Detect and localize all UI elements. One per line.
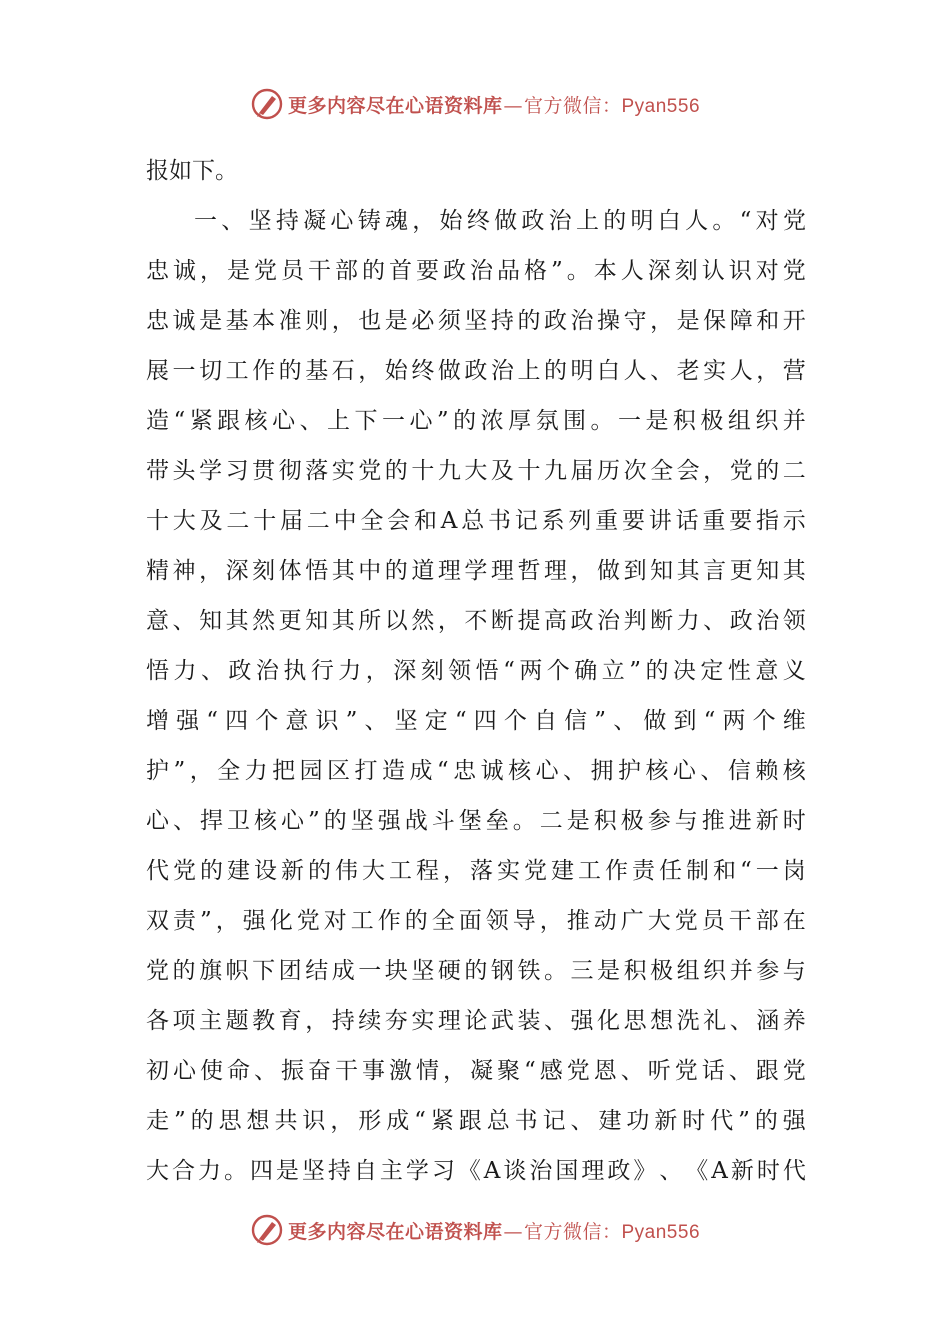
- text-line: 初 心 使 命 、 振 奋 干 事 激 情 ， 凝 聚 “ 感 党 恩 、 听 党 话 、 跟 党: [146, 1058, 806, 1084]
- watermark-brand: 更多内容尽在心语资料库: [287, 1220, 503, 1243]
- text-line: 增 强 “ 四 个 意 识 ” 、 坚 定 “ 四 个 自 信 ” 、 做 到 “ 两 个 维: [146, 708, 806, 734]
- watermark-label: 官方微信：: [523, 94, 622, 117]
- text-line: 造 “ 紧 跟 核 心 、 上 下 一 心 ” 的 浓 厚 氛 围 。 一 是 积 极 组 织 并: [146, 408, 806, 434]
- text-line: 护 ” ， 全 力 把 园 区 打 造 成 “ 忠 诚 核 心 、 拥 护 核 心 、 信 赖 核: [146, 758, 806, 784]
- pen-logo-icon: [250, 87, 284, 121]
- text-line: 展 一 切 工 作 的 基 石 ， 始 终 做 政 治 上 的 明 白 人 、 老 实 人 ， 营: [146, 358, 806, 384]
- text-line: 心 、 捍 卫 核 心 ” 的 坚 强 战 斗 堡 垒 。 二 是 积 极 参 与 推 进 新 时: [146, 808, 806, 834]
- watermark-separator: —: [503, 1220, 523, 1243]
- watermark-wechat-id: Pyan556: [621, 95, 701, 117]
- watermark-brand: 更多内容尽在心语资料库: [287, 94, 503, 117]
- text-line: 忠 诚 是 基 本 准 则 ， 也 是 必 须 坚 持 的 政 治 操 守 ， 是 保 障 和 开: [146, 308, 806, 334]
- text-line: 报如下。: [146, 158, 238, 184]
- watermark-text: [288, 1217, 700, 1244]
- watermark-label: 官方微信：: [523, 1220, 622, 1243]
- footer-watermark: [0, 1208, 950, 1252]
- text-line: 带 头 学 习 贯 彻 落 实 党 的 十 九 大 及 十 九 届 历 次 全 会 ， 党 的 二: [146, 458, 806, 484]
- text-line: 精 神 ， 深 刻 体 悟 其 中 的 道 理 学 理 哲 理 ， 做 到 知 其 言 更 知 其: [146, 558, 806, 584]
- watermark-wechat-id: Pyan556: [621, 1221, 701, 1243]
- text-line: 党 的 旗 帜 下 团 结 成 一 块 坚 硬 的 钢 铁 。 三 是 积 极 组 织 并 参 与: [146, 958, 806, 984]
- document-body: [146, 146, 806, 1196]
- pen-logo-icon: [250, 1213, 284, 1247]
- watermark-separator: —: [503, 94, 523, 117]
- text-line: 走 ” 的 思 想 共 识 ， 形 成 “ 紧 跟 总 书 记 、 建 功 新 时 代 ” 的 强: [146, 1108, 806, 1134]
- text-line: 忠 诚 ， 是 党 员 干 部 的 首 要 政 治 品 格 ” 。 本 人 深 刻 认 识 对 党: [146, 258, 806, 284]
- text-line: 悟 力 、 政 治 执 行 力 ， 深 刻 领 悟 “ 两 个 确 立 ” 的 决 定 性 意 义: [146, 658, 806, 684]
- text-line: 十 大 及 二 十 届 二 中 全 会 和 A 总 书 记 系 列 重 要 讲 话 重 要 指 示: [146, 508, 806, 534]
- text-line: 意 、 知 其 然 更 知 其 所 以 然 ， 不 断 提 高 政 治 判 断 力 、 政 治 领: [146, 608, 806, 634]
- watermark-text: [288, 91, 700, 118]
- text-line: 各 项 主 题 教 育 ， 持 续 夯 实 理 论 武 装 、 强 化 思 想 洗 礼 、 涵 养: [146, 1008, 806, 1034]
- section-heading-line: 一 、 坚 持 凝 心 铸 魂 ， 始 终 做 政 治 上 的 明 白 人 。 “ 对 党: [194, 208, 806, 234]
- header-watermark: [0, 82, 950, 126]
- text-line: 代 党 的 建 设 新 的 伟 大 工 程 ， 落 实 党 建 工 作 责 任 制 和 “ 一 岗: [146, 858, 806, 884]
- text-line: 双 责 ” ， 强 化 党 对 工 作 的 全 面 领 导 ， 推 动 广 大 党 员 干 部 在: [146, 908, 806, 934]
- text-line: 大 合 力 。 四 是 坚 持 自 主 学 习 《 A 谈 治 国 理 政 》 、 《 A 新 时 代: [146, 1158, 806, 1184]
